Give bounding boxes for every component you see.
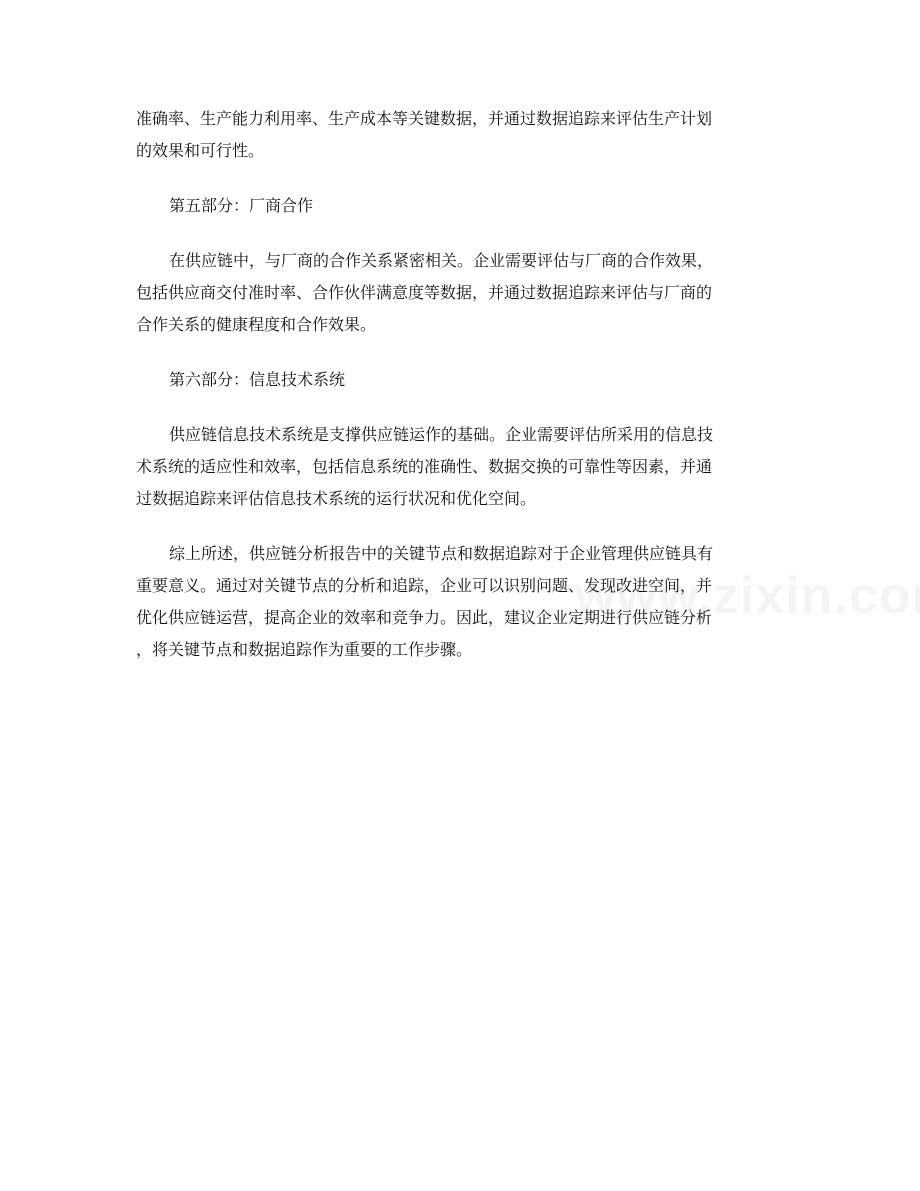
paragraph-continuation: [136, 103, 786, 167]
text-line: 准确率、生产能力利用率、生产成本等关键数据，并通过数据追踪来评估生产计划: [136, 109, 713, 128]
paragraph-vendor-cooperation: [136, 245, 786, 341]
text-line: 包括供应商交付准时率、合作伙伴满意度等数据，并通过数据追踪来评估与厂商的: [136, 283, 713, 302]
section-heading-text: 第五部分：厂商合作: [169, 196, 314, 215]
text-line: 供应链信息技术系统是支撑供应链运作的基础。企业需要评估所采用的信息技: [169, 425, 714, 444]
text-line: 过数据追踪来评估信息技术系统的运行状况和优化空间。: [136, 489, 537, 508]
document-body: [136, 103, 786, 689]
section-heading-5: [136, 190, 786, 222]
paragraph-it-systems: [136, 419, 786, 515]
section-heading-text: 第六部分：信息技术系统: [169, 370, 346, 389]
text-line: ，将关键节点和数据追踪作为重要的工作步骤。: [136, 640, 473, 659]
text-line: 的效果和可行性。: [136, 141, 265, 160]
paragraph-conclusion: [136, 538, 786, 666]
text-line: 综上所述，供应链分析报告中的关键节点和数据追踪对于企业管理供应链具有: [169, 544, 714, 563]
text-line: 术系统的适应性和效率，包括信息系统的准确性、数据交换的可靠性等因素，并通: [136, 457, 713, 476]
text-line: 优化供应链运营，提高企业的效率和竞争力。因此，建议企业定期进行供应链分析: [136, 608, 713, 627]
text-line: 合作关系的健康程度和合作效果。: [136, 315, 377, 334]
text-line: 在供应链中，与厂商的合作关系紧密相关。企业需要评估与厂商的合作效果，: [169, 251, 714, 270]
text-line: 重要意义。通过对关键节点的分析和追踪，企业可以识别问题、发现改进空间，并: [136, 576, 713, 595]
section-heading-6: [136, 364, 786, 396]
